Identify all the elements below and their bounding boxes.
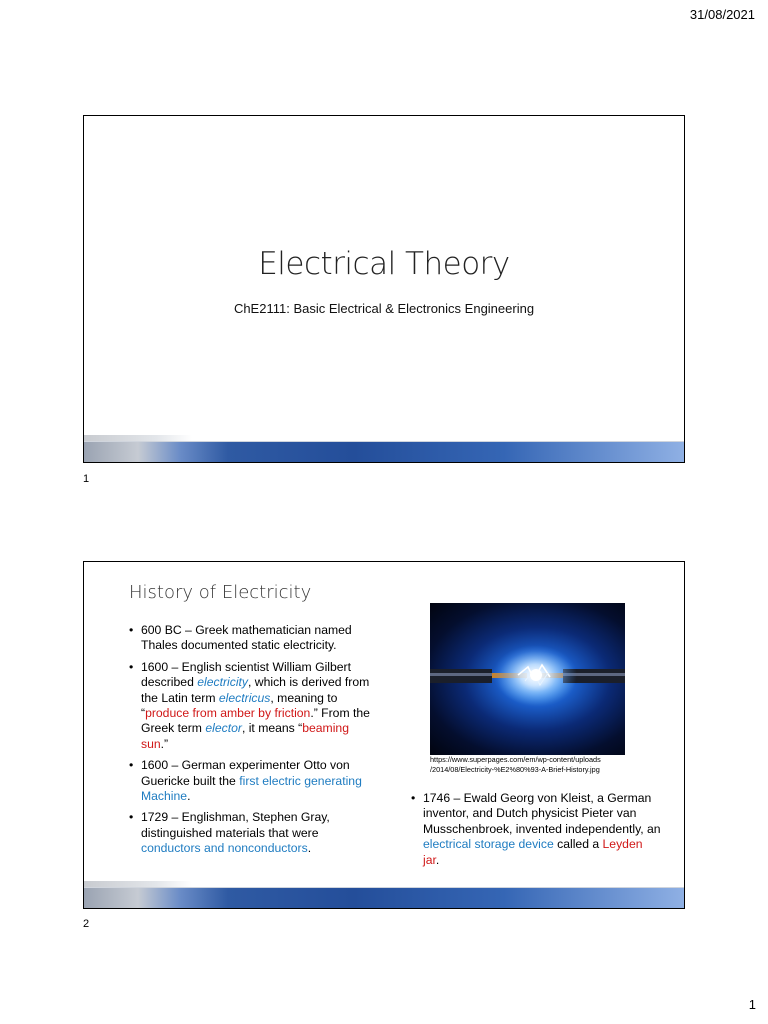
bullet-list-right xyxy=(411,791,661,874)
slide-1 xyxy=(83,115,685,463)
bullet-text: . xyxy=(435,852,440,867)
slide-title: History of Electricity xyxy=(129,582,312,603)
bullet-text: , it means “ xyxy=(241,721,303,736)
slide-subtitle: ChE2111: Basic Electrical & Electronics Engineering xyxy=(233,301,535,316)
bullet-text: .” xyxy=(160,736,169,751)
bullet-text: called a xyxy=(553,837,603,852)
highlight-term: electricity xyxy=(197,675,249,690)
bullet-year: 600 BC xyxy=(141,623,182,637)
slide-title: Electrical Theory xyxy=(258,246,510,282)
highlight-phrase: electrical storage device xyxy=(423,837,554,852)
bullet-text: . xyxy=(307,841,312,856)
bullet-item xyxy=(411,791,661,868)
bullet-text: , which is derived from the Latin term xyxy=(141,675,370,705)
bullet-text: , meaning to “ xyxy=(141,690,338,721)
image-source-caption xyxy=(430,755,640,775)
highlight-phrase: Leyden jar xyxy=(423,837,643,867)
bullet-text: – English scientist William Gilbert described xyxy=(141,659,351,690)
slide-footer-band xyxy=(84,887,684,908)
bullet-item xyxy=(129,623,379,654)
bullet-year: 1600 xyxy=(141,758,169,773)
highlight-term: elector xyxy=(205,721,242,736)
bullet-year: 1729 xyxy=(141,810,169,825)
electric-spark-photo xyxy=(430,603,625,755)
highlight-phrase: conductors and nonconductors xyxy=(141,841,308,856)
bullet-list-left xyxy=(129,623,379,863)
highlight-phrase: beaming sun xyxy=(141,721,349,751)
document-date: 31/08/2021 xyxy=(689,7,755,22)
slide-number-label: 1 xyxy=(83,473,90,485)
slide-footer-band xyxy=(84,441,684,462)
highlight-term: electricus xyxy=(218,690,271,705)
bullet-item xyxy=(129,758,379,804)
page-number: 1 xyxy=(748,997,756,1012)
caption-line: https://www.superpages.com/em/wp-content/uploads xyxy=(430,755,601,764)
bullet-item xyxy=(129,660,379,752)
slide-2 xyxy=(83,561,685,909)
slide-number-label: 2 xyxy=(83,918,90,930)
highlight-phrase: first electric generating Machine xyxy=(141,773,362,804)
bullet-year: 1746 xyxy=(423,791,451,805)
bullet-year: 1600 xyxy=(141,659,169,674)
bullet-text: – Englishman, Stephen Gray, distinguished materials that were xyxy=(141,810,330,840)
bullet-text: – German experimenter Otto von Guericke built the xyxy=(141,758,350,788)
caption-line: /2014/08/Electricity-%E2%80%93-A-Brief-History.jpg xyxy=(430,765,600,774)
highlight-phrase: produce from amber by friction xyxy=(145,706,311,721)
spark-illustration xyxy=(430,603,625,755)
bullet-text: . xyxy=(187,789,191,804)
bullet-text: .” From the Greek term xyxy=(141,706,370,736)
bullet-text: – Greek mathematician named Thales documented static electricity. xyxy=(141,623,352,653)
bullet-item xyxy=(129,810,379,856)
bullet-text: – Ewald Georg von Kleist, a German inventor, and Dutch physicist Pieter van Musschenbroek, invented independently, an xyxy=(423,791,661,836)
